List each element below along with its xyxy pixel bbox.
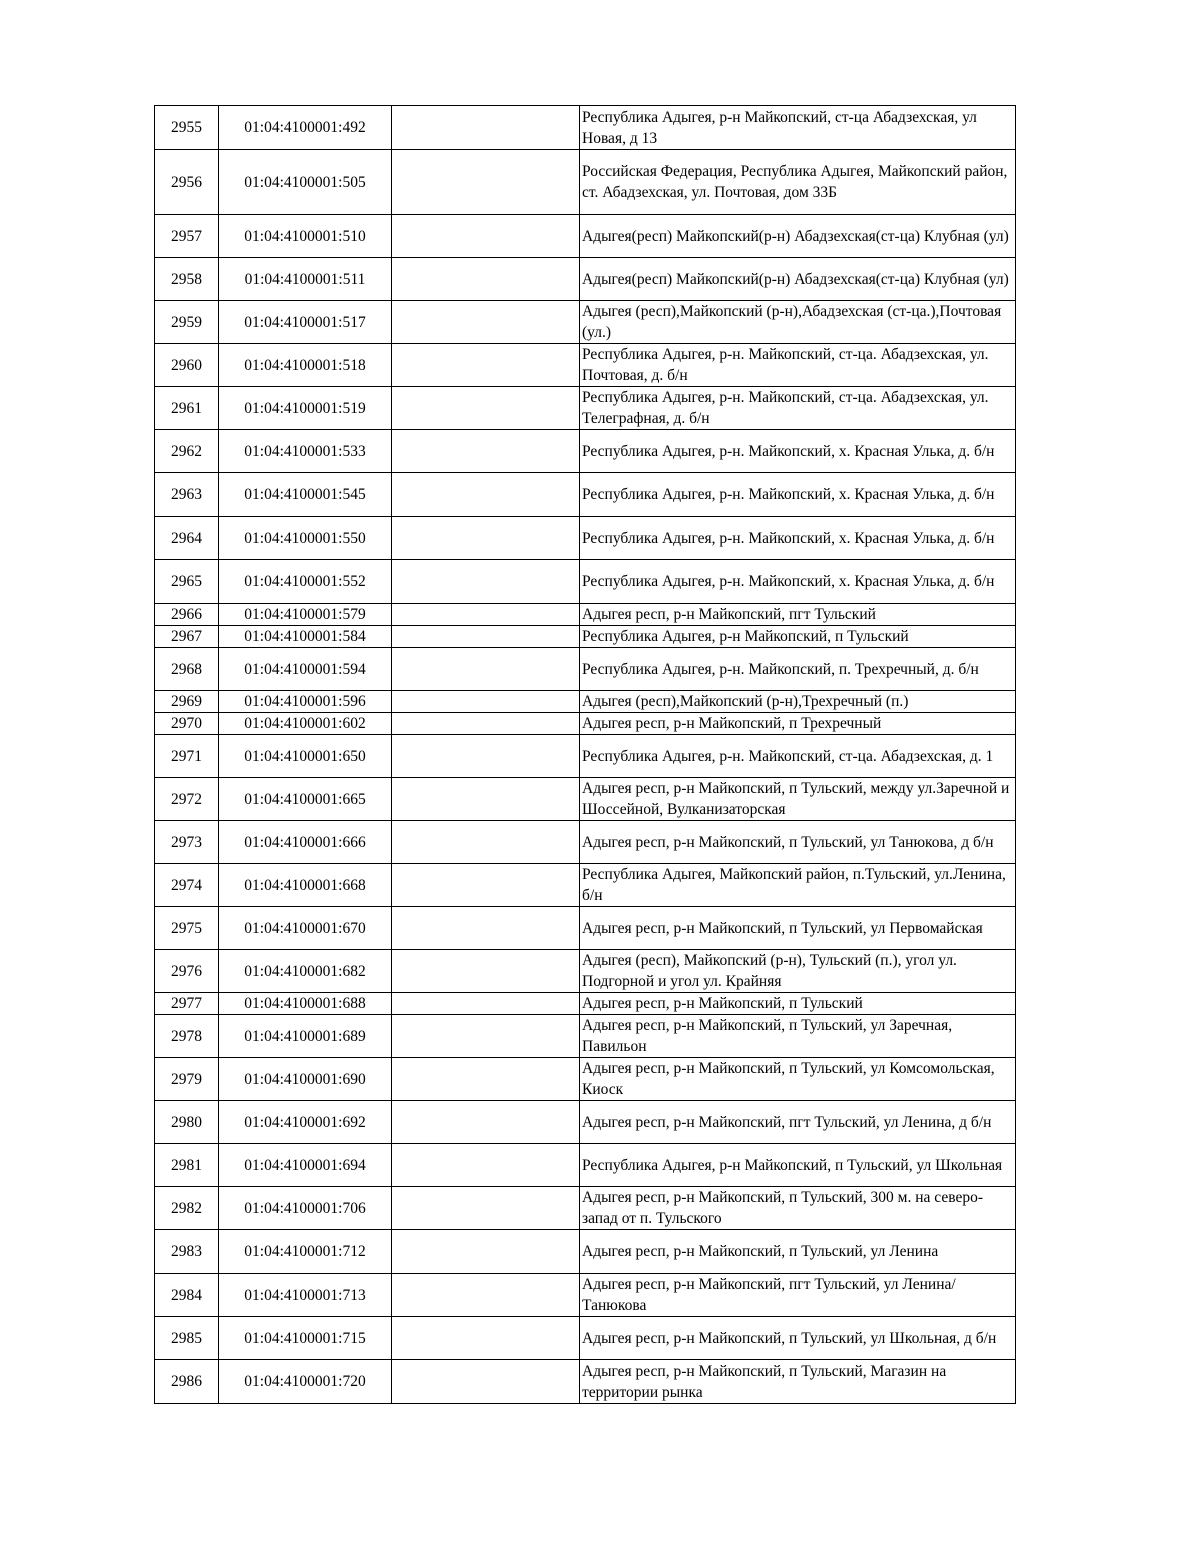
table-row	[155, 301, 1016, 344]
table-row	[155, 735, 1016, 778]
address-cell: Адыгея респ, р-н Майкопский, п Тульский, 300 м. на северо-запад от п. Тульского	[580, 1187, 1016, 1230]
address-cell: Республика Адыгея, р-н. Майкопский, х. Красная Улька, д. б/н	[580, 473, 1016, 517]
row-number-cell: 2956	[155, 150, 219, 215]
note-cell	[392, 1015, 580, 1058]
address-cell: Адыгея респ, р-н Майкопский, п Тульский, ул Комсомольская, Киоск	[580, 1058, 1016, 1101]
cadastral-number-cell: 01:04:4100001:666	[219, 821, 392, 864]
row-number-cell: 2984	[155, 1274, 219, 1317]
address-cell: Республика Адыгея, р-н. Майкопский, ст-ца. Абадзехская, ул. Телеграфная, д. б/н	[580, 387, 1016, 430]
note-cell	[392, 950, 580, 993]
cadastral-number-cell: 01:04:4100001:545	[219, 473, 392, 517]
row-number-cell: 2966	[155, 604, 219, 626]
row-number-cell: 2967	[155, 626, 219, 648]
address-cell: Адыгея респ, р-н Майкопский, п Тульский, ул Первомайская	[580, 907, 1016, 950]
note-cell	[392, 215, 580, 258]
address-cell: Республика Адыгея, р-н Майкопский, ст-ца Абадзехская, ул Новая, д 13	[580, 106, 1016, 150]
cadastral-number-cell: 01:04:4100001:492	[219, 106, 392, 150]
address-cell: Адыгея респ, р-н Майкопский, п Тульский, между ул.Заречной и Шоссейной, Вулканизаторская	[580, 778, 1016, 821]
table-row	[155, 1360, 1016, 1404]
table-row	[155, 1317, 1016, 1360]
row-number-cell: 2982	[155, 1187, 219, 1230]
cadastral-number-cell: 01:04:4100001:688	[219, 993, 392, 1015]
address-cell: Адыгея респ, р-н Майкопский, п Тульский, ул Танюкова, д б/н	[580, 821, 1016, 864]
cadastral-number-cell: 01:04:4100001:505	[219, 150, 392, 215]
cadastral-number-cell: 01:04:4100001:689	[219, 1015, 392, 1058]
cadastral-number-cell: 01:04:4100001:511	[219, 258, 392, 301]
table-row	[155, 648, 1016, 691]
cadastral-number-cell: 01:04:4100001:715	[219, 1317, 392, 1360]
note-cell	[392, 106, 580, 150]
cadastral-number-cell: 01:04:4100001:694	[219, 1144, 392, 1187]
note-cell	[392, 1360, 580, 1404]
address-cell: Адыгея респ, р-н Майкопский, п Тульский	[580, 993, 1016, 1015]
table-body	[155, 106, 1016, 1404]
table-row	[155, 150, 1016, 215]
table-row	[155, 1274, 1016, 1317]
cadastral-number-cell: 01:04:4100001:713	[219, 1274, 392, 1317]
note-cell	[392, 1317, 580, 1360]
cadastral-number-cell: 01:04:4100001:596	[219, 691, 392, 713]
row-number-cell: 2964	[155, 517, 219, 560]
cadastral-number-cell: 01:04:4100001:579	[219, 604, 392, 626]
address-cell: Адыгея(респ) Майкопский(р-н) Абадзехская(ст-ца) Клубная (ул)	[580, 215, 1016, 258]
row-number-cell: 2955	[155, 106, 219, 150]
note-cell	[392, 258, 580, 301]
cadastral-number-cell: 01:04:4100001:668	[219, 864, 392, 907]
table-row	[155, 864, 1016, 907]
table-row	[155, 691, 1016, 713]
address-cell: Адыгея (респ),Майкопский (р-н),Трехречный (п.)	[580, 691, 1016, 713]
table-row	[155, 821, 1016, 864]
address-cell: Адыгея (респ),Майкопский (р-н),Абадзехская (ст-ца.),Почтовая (ул.)	[580, 301, 1016, 344]
cadastral-number-cell: 01:04:4100001:517	[219, 301, 392, 344]
note-cell	[392, 150, 580, 215]
table-row	[155, 604, 1016, 626]
address-cell: Адыгея респ, р-н Майкопский, пгт Тульский	[580, 604, 1016, 626]
table-row	[155, 430, 1016, 473]
table-row	[155, 907, 1016, 950]
note-cell	[392, 1144, 580, 1187]
table-row	[155, 387, 1016, 430]
cadastral-number-cell: 01:04:4100001:519	[219, 387, 392, 430]
table-row	[155, 1058, 1016, 1101]
note-cell	[392, 1230, 580, 1274]
address-cell: Республика Адыгея, р-н. Майкопский, ст-ца. Абадзехская, ул. Почтовая, д. б/н	[580, 344, 1016, 387]
row-number-cell: 2974	[155, 864, 219, 907]
row-number-cell: 2969	[155, 691, 219, 713]
table-row	[155, 215, 1016, 258]
address-cell: Адыгея респ, р-н Майкопский, п Тульский, ул Ленина	[580, 1230, 1016, 1274]
note-cell	[392, 713, 580, 735]
note-cell	[392, 1187, 580, 1230]
table-row	[155, 258, 1016, 301]
note-cell	[392, 387, 580, 430]
cadastral-number-cell: 01:04:4100001:510	[219, 215, 392, 258]
row-number-cell: 2968	[155, 648, 219, 691]
address-cell: Республика Адыгея, р-н Майкопский, п Тульский	[580, 626, 1016, 648]
property-registry-table	[154, 105, 1016, 1404]
note-cell	[392, 993, 580, 1015]
note-cell	[392, 560, 580, 604]
row-number-cell: 2972	[155, 778, 219, 821]
row-number-cell: 2986	[155, 1360, 219, 1404]
row-number-cell: 2970	[155, 713, 219, 735]
note-cell	[392, 344, 580, 387]
note-cell	[392, 778, 580, 821]
address-cell: Адыгея респ, р-н Майкопский, п Тульский, ул Заречная, Павильон	[580, 1015, 1016, 1058]
table-row	[155, 560, 1016, 604]
cadastral-number-cell: 01:04:4100001:665	[219, 778, 392, 821]
row-number-cell: 2975	[155, 907, 219, 950]
table-row	[155, 1230, 1016, 1274]
note-cell	[392, 1101, 580, 1144]
address-cell: Российская Федерация, Республика Адыгея, Майкопский район, ст. Абадзехская, ул. Почтовая, дом 33Б	[580, 150, 1016, 215]
table-row	[155, 1101, 1016, 1144]
note-cell	[392, 864, 580, 907]
table-row	[155, 950, 1016, 993]
table-row	[155, 626, 1016, 648]
table-row	[155, 1015, 1016, 1058]
row-number-cell: 2977	[155, 993, 219, 1015]
table-row	[155, 993, 1016, 1015]
address-cell: Адыгея респ, р-н Майкопский, п Тульский, Магазин на территории рынка	[580, 1360, 1016, 1404]
table-row	[155, 344, 1016, 387]
table-row	[155, 713, 1016, 735]
cadastral-number-cell: 01:04:4100001:670	[219, 907, 392, 950]
note-cell	[392, 430, 580, 473]
note-cell	[392, 648, 580, 691]
row-number-cell: 2978	[155, 1015, 219, 1058]
address-cell: Республика Адыгея, Майкопский район, п.Тульский, ул.Ленина, б/н	[580, 864, 1016, 907]
row-number-cell: 2981	[155, 1144, 219, 1187]
note-cell	[392, 301, 580, 344]
address-cell: Адыгея респ, р-н Майкопский, п Трехречный	[580, 713, 1016, 735]
note-cell	[392, 626, 580, 648]
row-number-cell: 2963	[155, 473, 219, 517]
address-cell: Республика Адыгея, р-н. Майкопский, х. Красная Улька, д. б/н	[580, 560, 1016, 604]
cadastral-number-cell: 01:04:4100001:650	[219, 735, 392, 778]
cadastral-number-cell: 01:04:4100001:712	[219, 1230, 392, 1274]
cadastral-number-cell: 01:04:4100001:692	[219, 1101, 392, 1144]
cadastral-number-cell: 01:04:4100001:518	[219, 344, 392, 387]
note-cell	[392, 1058, 580, 1101]
address-cell: Республика Адыгея, р-н. Майкопский, п. Трехречный, д. б/н	[580, 648, 1016, 691]
row-number-cell: 2985	[155, 1317, 219, 1360]
table-row	[155, 1187, 1016, 1230]
cadastral-number-cell: 01:04:4100001:550	[219, 517, 392, 560]
cadastral-number-cell: 01:04:4100001:533	[219, 430, 392, 473]
row-number-cell: 2960	[155, 344, 219, 387]
row-number-cell: 2961	[155, 387, 219, 430]
row-number-cell: 2958	[155, 258, 219, 301]
note-cell	[392, 735, 580, 778]
row-number-cell: 2959	[155, 301, 219, 344]
row-number-cell: 2973	[155, 821, 219, 864]
address-cell: Республика Адыгея, р-н. Майкопский, ст-ца. Абадзехская, д. 1	[580, 735, 1016, 778]
cadastral-number-cell: 01:04:4100001:720	[219, 1360, 392, 1404]
row-number-cell: 2983	[155, 1230, 219, 1274]
note-cell	[392, 473, 580, 517]
cadastral-number-cell: 01:04:4100001:690	[219, 1058, 392, 1101]
row-number-cell: 2976	[155, 950, 219, 993]
row-number-cell: 2979	[155, 1058, 219, 1101]
address-cell: Адыгея (респ), Майкопский (р-н), Тульский (п.), угол ул. Подгорной и угол ул. Крайняя	[580, 950, 1016, 993]
cadastral-number-cell: 01:04:4100001:682	[219, 950, 392, 993]
address-cell: Республика Адыгея, р-н. Майкопский, х. Красная Улька, д. б/н	[580, 517, 1016, 560]
note-cell	[392, 691, 580, 713]
address-cell: Адыгея(респ) Майкопский(р-н) Абадзехская(ст-ца) Клубная (ул)	[580, 258, 1016, 301]
note-cell	[392, 1274, 580, 1317]
cadastral-number-cell: 01:04:4100001:552	[219, 560, 392, 604]
address-cell: Адыгея респ, р-н Майкопский, п Тульский, ул Школьная, д б/н	[580, 1317, 1016, 1360]
cadastral-number-cell: 01:04:4100001:584	[219, 626, 392, 648]
address-cell: Республика Адыгея, р-н. Майкопский, х. Красная Улька, д. б/н	[580, 430, 1016, 473]
table-row	[155, 473, 1016, 517]
row-number-cell: 2962	[155, 430, 219, 473]
address-cell: Республика Адыгея, р-н Майкопский, п Тульский, ул Школьная	[580, 1144, 1016, 1187]
cadastral-number-cell: 01:04:4100001:706	[219, 1187, 392, 1230]
note-cell	[392, 821, 580, 864]
note-cell	[392, 907, 580, 950]
row-number-cell: 2980	[155, 1101, 219, 1144]
cadastral-number-cell: 01:04:4100001:602	[219, 713, 392, 735]
address-cell: Адыгея респ, р-н Майкопский, пгт Тульский, ул Ленина, д б/н	[580, 1101, 1016, 1144]
address-cell: Адыгея респ, р-н Майкопский, пгт Тульский, ул Ленина/Танюкова	[580, 1274, 1016, 1317]
table-row	[155, 106, 1016, 150]
row-number-cell: 2965	[155, 560, 219, 604]
row-number-cell: 2957	[155, 215, 219, 258]
table-row	[155, 778, 1016, 821]
table-row	[155, 517, 1016, 560]
cadastral-number-cell: 01:04:4100001:594	[219, 648, 392, 691]
table-row	[155, 1144, 1016, 1187]
note-cell	[392, 517, 580, 560]
note-cell	[392, 604, 580, 626]
row-number-cell: 2971	[155, 735, 219, 778]
